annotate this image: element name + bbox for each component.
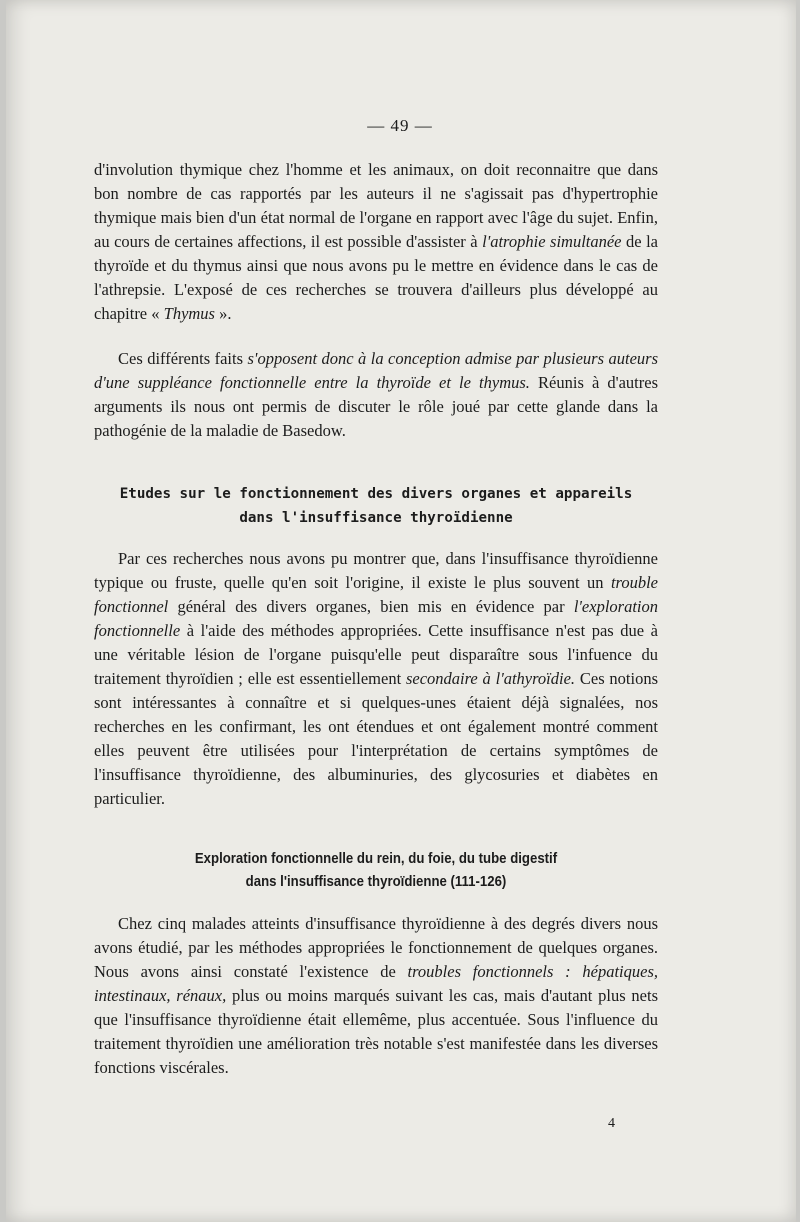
text-run: Par ces recherches nous avons pu montrer que, dans l'insuffisance thyroïdienne typique ou fruste, quelle qu'en soit l'origine, il existe le plus souvent un	[94, 549, 658, 592]
section-heading-etudes	[94, 482, 658, 530]
paragraph-differents-faits	[94, 347, 658, 443]
italic-run: l'atrophie simultanée	[482, 232, 622, 251]
text-run: plus ou moins marqués suivant les cas, mais d'autant plus nets que l'insuffisance thyroïdienne était ellemême, plus accentuée. Sous l'influence du traitement thyroïdien une amélioration très notable s'est manifestée dans les diverses fonctions viscérales.	[94, 986, 658, 1077]
text-run: d'involution thymique chez l'homme et les animaux, on doit reconnaitre que dans bon nombre de cas rapportés par les auteurs il ne s'agissait pas d'hypertrophie thymique mais bien d'un état normal de l'organe en rapport avec l'âge du sujet. Enfin, au cours de certaines affections, il est possible d'assister à	[94, 160, 658, 251]
italic-run: secondaire à l'athyroïdie.	[405, 669, 576, 688]
text-run: de la thyroïde et du thymus ainsi que nous avons pu le mettre en évidence dans le cas de l'athrepsie. L'exposé de ces recherches se trouvera d'ailleurs plus développé au chapitre «	[94, 232, 658, 323]
text-run: Ces différents faits	[118, 349, 248, 368]
italic-run: troubles fonctionnels : hépatiques, intestinaux, rénaux,	[94, 962, 658, 1005]
paragraph-recherches	[94, 547, 658, 811]
paragraph-involution	[94, 158, 658, 326]
italic-run: trouble fonctionnel	[94, 573, 658, 616]
text-run: Ces notions sont intéressantes à connaître et si quelques-unes étaient déjà signalées, nos recherches en les confirmant, les ont étendues et ont également montré comment elles peuvent être utilisées pour l'interprétation de certains symptômes de l'insuffisance thyroïdienne, des albuminuries, des glycosuries et diabètes en particulier.	[94, 669, 659, 808]
signature-mark: 4	[608, 1116, 615, 1131]
italic-run: Thymus	[163, 304, 215, 323]
italic-run: l'exploration fonctionnelle	[94, 597, 658, 640]
italic-run: s'opposent donc à la conception admise par plusieurs auteurs d'une suppléance fonctionnelle entre la thyroïde et le thymus.	[94, 349, 658, 392]
page-number: — 49 —	[367, 116, 433, 135]
paragraph-cinq-malades	[94, 912, 658, 1080]
text-run: Chez cinq malades atteints d'insuffisance thyroïdienne à des degrés divers nous avons étudié, par les méthodes appropriées le fonctionnement de quelques organes. Nous avons ainsi constaté l'existence de	[94, 914, 658, 981]
heading-line: dans l'insuffisance thyroïdienne	[239, 510, 513, 526]
text-run: Réunis à d'autres arguments ils nous ont permis de discuter le rôle joué par cette glande dans la pathogénie de la maladie de Basedow.	[94, 373, 659, 440]
text-run: à l'aide des méthodes appropriées. Cette insuffisance n'est pas due à une véritable lésion de l'organe puisqu'elle peut disparaître sous l'infuence du traitement thyroïdien ; elle est essentiellement	[94, 621, 658, 688]
text-run: général des divers organes, bien mis en évidence par	[168, 597, 574, 616]
section-heading-exploration	[128, 847, 624, 893]
heading-line: Etudes sur le fonctionnement des divers organes et appareils	[119, 486, 633, 502]
heading-line: dans l'insuffisance thyroïdienne (111-126)	[245, 873, 507, 890]
heading-line: Exploration fonctionnelle du rein, du foie, du tube digestif	[194, 850, 558, 867]
text-run: ».	[214, 304, 232, 323]
